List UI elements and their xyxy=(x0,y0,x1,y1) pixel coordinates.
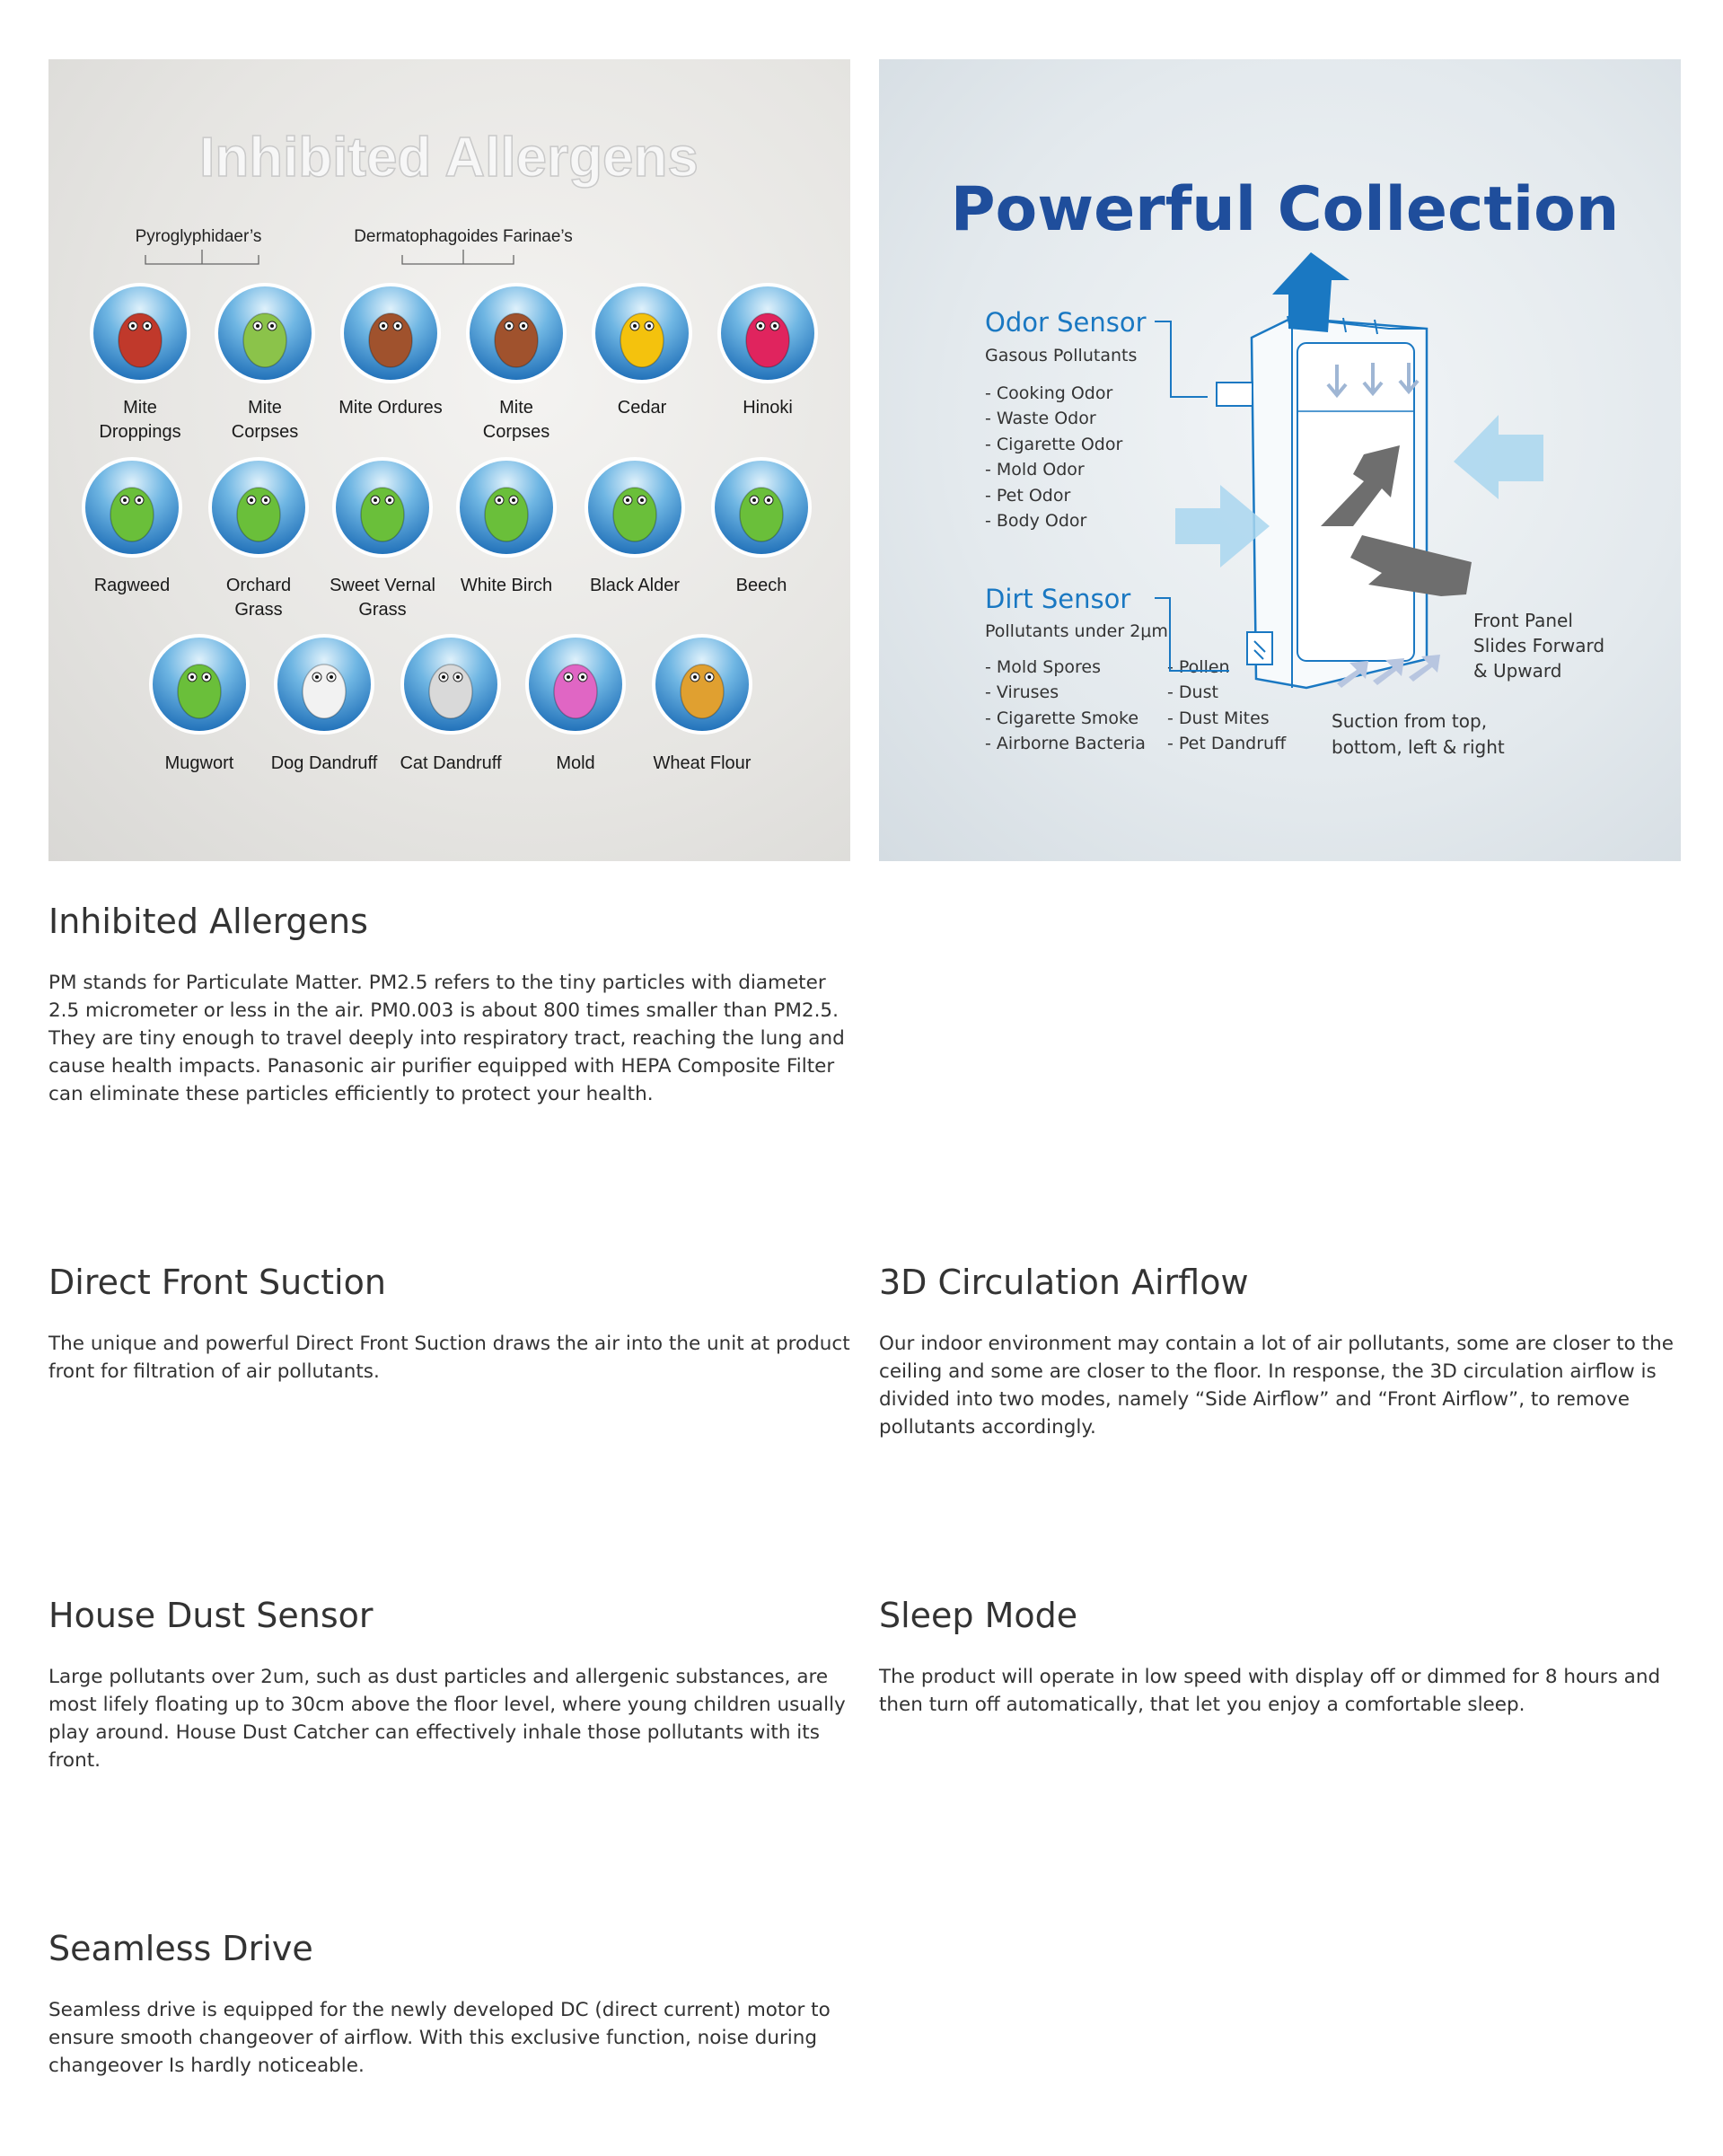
dirt-item: - Mold Spores xyxy=(985,657,1102,677)
allergen-label: Mite xyxy=(123,398,157,418)
wheat-flour-icon-figure xyxy=(681,664,724,718)
character-pupil xyxy=(633,324,637,328)
sweet-vernal-grass-icon-figure xyxy=(361,488,404,541)
character-pupil xyxy=(382,324,385,328)
allergen-label: Sweet Vernal xyxy=(330,576,435,595)
orchard-grass-icon-figure xyxy=(237,488,280,541)
character-pupil xyxy=(190,675,194,679)
character-pupil xyxy=(507,324,511,328)
allergen-item xyxy=(400,636,501,773)
allergens-infographic xyxy=(48,59,850,861)
allergen-item xyxy=(216,285,313,442)
group-bracket-left xyxy=(145,250,259,264)
allergen-item xyxy=(330,459,435,620)
character-pupil xyxy=(442,675,445,679)
character-pupil xyxy=(456,675,460,679)
allergen-label: Black Alder xyxy=(589,576,681,595)
character-pupil xyxy=(330,675,333,679)
mite-corpse-icon-figure xyxy=(243,313,286,367)
character-pupil xyxy=(708,675,711,679)
section-3d-circulation-airflow xyxy=(879,1262,1681,1441)
allergen-label: Hinoki xyxy=(743,398,793,418)
allergen-item xyxy=(586,459,683,595)
dog-icon-figure xyxy=(303,664,346,718)
allergen-label: Cat Dandruff xyxy=(400,753,502,773)
allergen-label: Ragweed xyxy=(93,576,171,595)
dirt-item: - Airborne Bacteria xyxy=(985,734,1146,753)
front-panel-label: Slides Forward xyxy=(1473,635,1605,656)
front-panel-label: Front Panel xyxy=(1473,610,1573,631)
character-pupil xyxy=(205,675,208,679)
allergen-label: Wheat Flour xyxy=(653,753,752,773)
character-pupil xyxy=(581,675,585,679)
section-body: The product will operate in low speed with display off or dimmed for 8 hours and then turn off automatically, that let you enjoy a comfortable sleep. xyxy=(879,1666,1661,1716)
allergens-figure xyxy=(48,59,850,861)
hinoki-pollen-icon-figure xyxy=(746,313,789,367)
odor-item: - Body Odor xyxy=(985,511,1087,531)
character-pupil xyxy=(512,498,515,502)
allergen-item xyxy=(151,636,248,773)
odor-item: - Waste Odor xyxy=(985,409,1096,428)
odor-item: - Cooking Odor xyxy=(985,383,1113,403)
dirt-sensor-subtitle: Pollutants under 2μm xyxy=(985,621,1168,641)
mite-droppings-icon-figure xyxy=(119,313,162,367)
allergen-item xyxy=(719,285,816,418)
allergen-panel-title: Inhibited Allergens xyxy=(199,127,699,189)
dirt-item: - Pet Dandruff xyxy=(1167,734,1287,753)
section-body: PM stands for Particulate Matter. PM2.5 refers to the tiny particles with diameter 2.5 micrometer or less in the air. PM0.003 is about 800 times smaller than PM2.5. They are tiny enough to travel deeply into respiratory tract, reaching the lung and cause health impacts. Panasonic air purifier equipped with HEPA Composite Filter can eliminate these particles efficiently to protect your health. xyxy=(48,972,845,1105)
character-pupil xyxy=(640,498,644,502)
allergen-label: Beech xyxy=(735,576,787,595)
allergen-label: Mite xyxy=(499,398,533,418)
allergen-label: Cedar xyxy=(617,398,667,418)
section-title: Inhibited Allergens xyxy=(48,902,368,941)
dirt-item: - Pollen xyxy=(1167,657,1230,677)
character-pupil xyxy=(123,498,127,502)
allergen-label: Mite xyxy=(248,398,282,418)
character-pupil xyxy=(388,498,391,502)
section-body: Large pollutants over 2um, such as dust particles and allergenic substances, are most lifely floating up to 30cm above the floor level, where young children usually play around. House Dust Catcher can effectively inhale those pollutants with its front. xyxy=(48,1666,846,1772)
character-pupil xyxy=(145,324,149,328)
dirt-item: - Cigarette Smoke xyxy=(985,708,1139,728)
character-pupil xyxy=(767,498,770,502)
character-pupil xyxy=(567,675,570,679)
cedar-pollen-icon-figure xyxy=(620,313,664,367)
front-panel-label: & Upward xyxy=(1473,660,1562,682)
dirt-sensor-heading: Dirt Sensor xyxy=(985,584,1131,614)
character-pupil xyxy=(374,498,377,502)
section-sleep-mode xyxy=(879,1595,1681,1719)
section-house-dust-sensor xyxy=(48,1595,850,1774)
allergen-item xyxy=(84,459,180,595)
section-seamless-drive xyxy=(48,1928,850,2080)
odor-item: - Pet Odor xyxy=(985,486,1071,506)
allergen-label: Mold xyxy=(556,753,595,773)
dirt-item: - Dust Mites xyxy=(1167,708,1270,728)
allergen-label: White Birch xyxy=(460,576,553,595)
suction-label: bottom, left & right xyxy=(1332,736,1505,758)
character-pupil xyxy=(752,498,756,502)
odor-sensor-subtitle: Gasous Pollutants xyxy=(985,346,1138,365)
allergen-item xyxy=(527,636,624,773)
section-body: Seamless drive is equipped for the newly developed DC (direct current) motor to ensure smooth changeover of airflow. With this exclusive function, noise during changeover Is hardly noticeable. xyxy=(48,1999,831,2077)
section-body: Our indoor environment may contain a lot of air pollutants, some are closer to the ceiling and some are closer to the floor. In response, the 3D circulation airflow is divided into two modes, namely “Side Airflow” and “Front Airflow”, to remove pollutants accordingly. xyxy=(879,1333,1674,1439)
ragweed-icon-figure xyxy=(110,488,154,541)
mite-corpse-brown-icon-figure xyxy=(495,313,538,367)
character-pupil xyxy=(264,498,268,502)
air-purifier-illustration xyxy=(1217,314,1427,688)
allergen-item xyxy=(458,459,555,595)
allergen-item xyxy=(593,285,690,418)
allergen-item xyxy=(210,459,307,620)
character-pupil xyxy=(270,324,274,328)
allergen-label: Mite Ordures xyxy=(338,398,443,418)
collection-infographic xyxy=(879,59,1681,861)
cat-icon-figure xyxy=(429,664,472,718)
odor-sensor-leader xyxy=(1155,321,1208,397)
odor-sensor-heading: Odor Sensor xyxy=(985,307,1147,338)
allergen-item xyxy=(271,636,378,773)
character-pupil xyxy=(497,498,501,502)
up-airflow-arrow xyxy=(1272,252,1349,332)
section-direct-front-suction xyxy=(48,1262,850,1386)
character-pupil xyxy=(131,324,135,328)
allergen-label: Corpses xyxy=(231,422,299,442)
allergen-label: Corpses xyxy=(482,422,550,442)
section-body: The unique and powerful Direct Front Suction draws the air into the unit at product front for filtration of air pollutants. xyxy=(48,1333,850,1383)
character-pupil xyxy=(693,675,697,679)
group-bracket-right xyxy=(402,250,514,264)
collection-figure xyxy=(879,59,1681,861)
character-pupil xyxy=(396,324,400,328)
allergen-item xyxy=(713,459,810,595)
allergen-item xyxy=(338,285,443,418)
right-airflow-arrow xyxy=(1454,415,1543,499)
allergen-item xyxy=(654,636,752,773)
allergen-label: Dog Dandruff xyxy=(270,753,378,773)
odor-item: - Cigarette Odor xyxy=(985,435,1123,454)
section-title: Sleep Mode xyxy=(879,1596,1078,1635)
section-title: House Dust Sensor xyxy=(48,1596,374,1635)
character-pupil xyxy=(759,324,762,328)
suction-label: Suction from top, xyxy=(1332,710,1488,732)
odor-item: - Mold Odor xyxy=(985,460,1085,480)
section-title: Seamless Drive xyxy=(48,1929,313,1968)
allergen-label: Grass xyxy=(234,600,283,620)
character-pupil xyxy=(315,675,319,679)
allergen-label: Droppings xyxy=(99,422,181,442)
dirt-item: - Dust xyxy=(1167,682,1218,702)
section-inhibited-allergens xyxy=(48,901,850,1108)
mugwort-icon-figure xyxy=(178,664,221,718)
group-label-dermatophagoides: Dermatophagoides Farinae’s xyxy=(354,227,573,246)
character-pupil xyxy=(773,324,777,328)
black-alder-icon-figure xyxy=(613,488,656,541)
collection-panel-title: Powerful Collection xyxy=(950,174,1620,245)
group-label-pyroglyphidae: Pyroglyphidaer’s xyxy=(135,227,262,246)
allergen-item xyxy=(468,285,565,442)
character-pupil xyxy=(137,498,141,502)
mold-icon-figure xyxy=(554,664,597,718)
character-pupil xyxy=(256,324,259,328)
mite-ordures-icon-figure xyxy=(369,313,412,367)
beech-icon-figure xyxy=(740,488,783,541)
white-birch-icon-figure xyxy=(485,488,528,541)
character-pupil xyxy=(522,324,525,328)
character-pupil xyxy=(626,498,629,502)
allergen-item xyxy=(92,285,189,442)
character-pupil xyxy=(647,324,651,328)
allergen-label: Orchard xyxy=(225,576,292,595)
section-title: Direct Front Suction xyxy=(48,1263,386,1302)
allergen-label: Mugwort xyxy=(164,753,234,773)
allergen-label: Grass xyxy=(358,600,407,620)
dirt-item: - Viruses xyxy=(985,682,1059,702)
character-pupil xyxy=(250,498,253,502)
section-title: 3D Circulation Airflow xyxy=(879,1263,1249,1302)
